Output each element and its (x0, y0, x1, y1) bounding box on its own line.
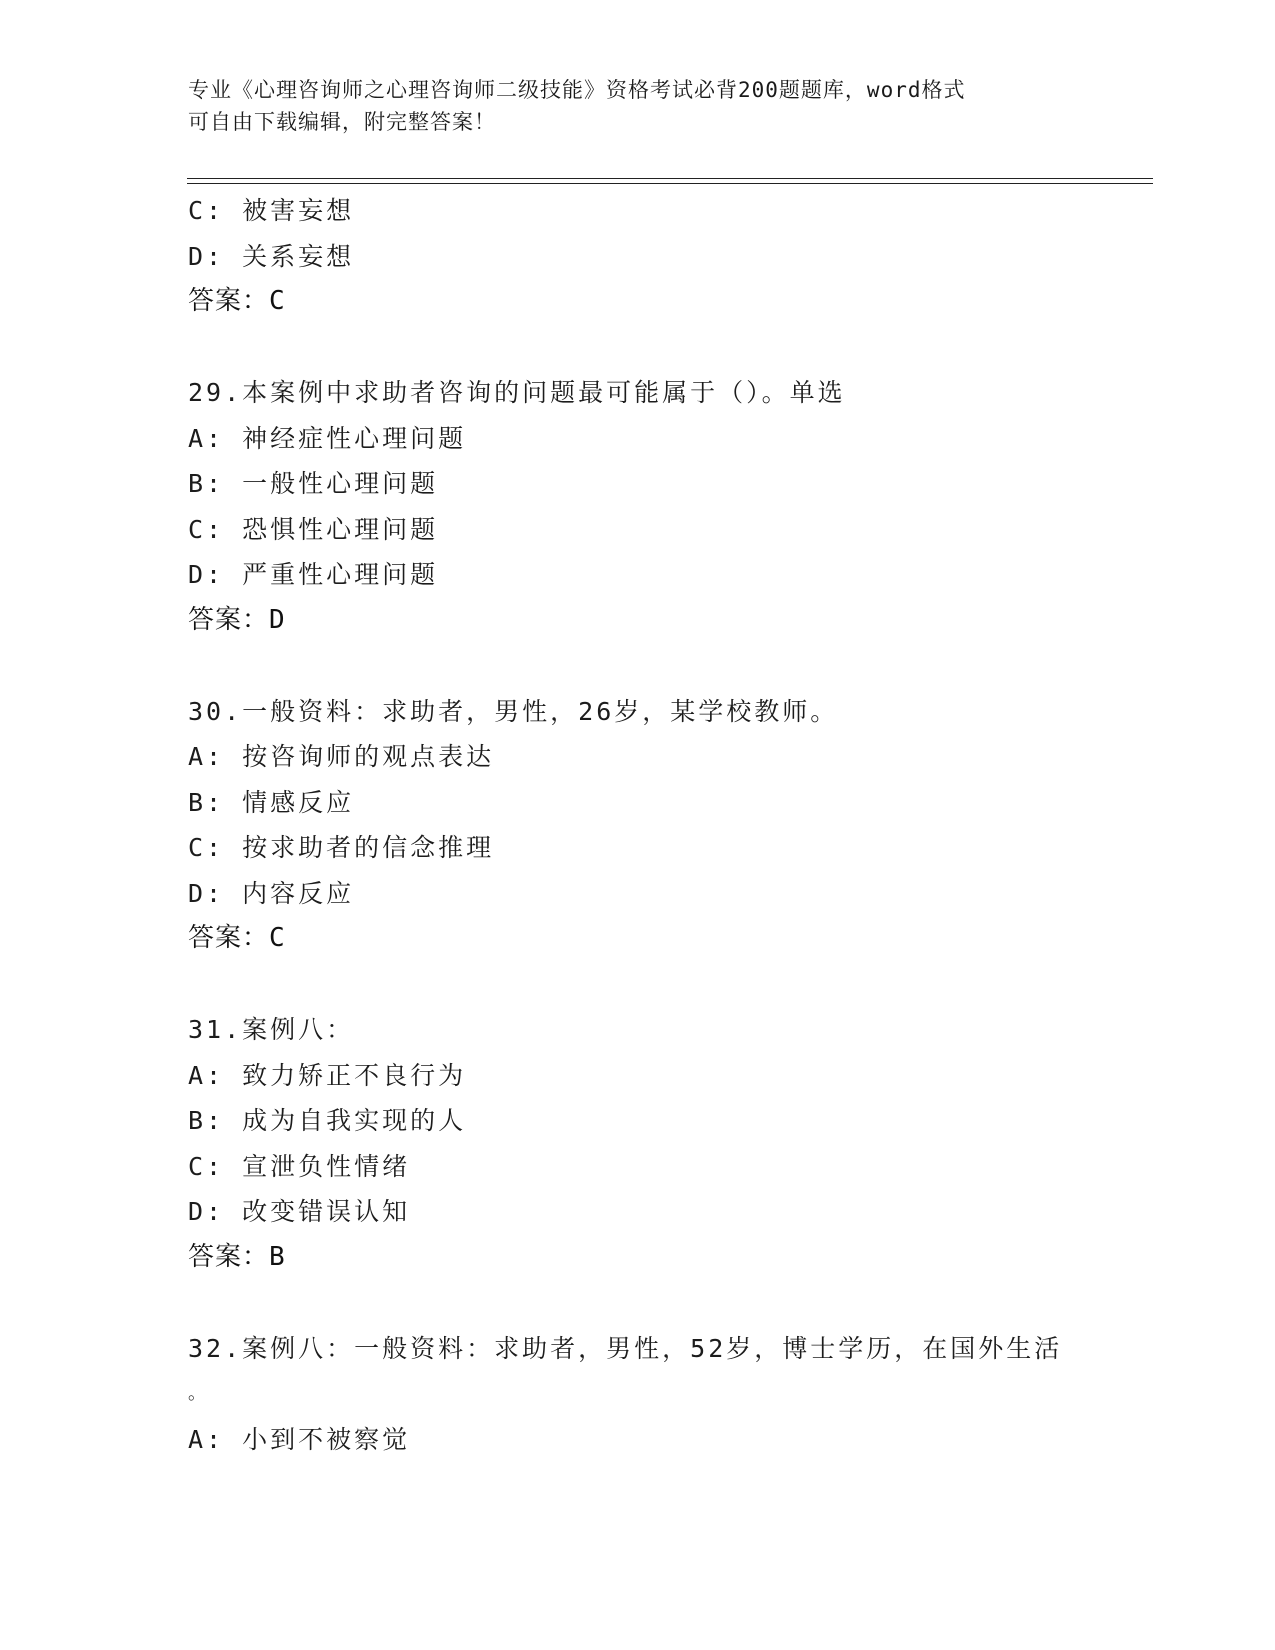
question-block-30 (188, 689, 1108, 962)
question-list (188, 188, 1108, 1462)
spacer (188, 1280, 1108, 1326)
question-block-29 (188, 370, 1108, 643)
answer-line: 答案：C (188, 923, 286, 953)
option-c: C: 恐惧性心理问题 (188, 514, 439, 544)
header-line-2: 可自由下载编辑，附完整答案！ (188, 110, 496, 134)
answer-line: 答案：B (188, 1241, 286, 1272)
question-stem: 29.本案例中求助者咨询的问题最可能属于（）。单选 (188, 378, 846, 407)
option-a: A: 神经症性心理问题 (188, 423, 467, 453)
option-b: B: 成为自我实现的人 (188, 1106, 467, 1135)
option-b: B: 情感反应 (188, 787, 355, 817)
question-stem: 32.案例八：一般资料：求助者，男性，52岁，博士学历，在国外生活 (188, 1333, 1063, 1363)
question-stem: 30.一般资料：求助者，男性，26岁，某学校教师。 (188, 696, 839, 726)
header-line-1: 专业《心理咨询师之心理咨询师二级技能》资格考试必背200题题库，word格式 (188, 78, 966, 102)
option-d: D: 改变错误认知 (188, 1197, 411, 1226)
option-c: C: 被害妄想 (188, 196, 355, 225)
option-a: A: 致力矫正不良行为 (188, 1060, 467, 1090)
header-divider-bottom (187, 183, 1153, 184)
option-d: D: 严重性心理问题 (188, 560, 439, 589)
document-header (188, 74, 1088, 138)
option-c: C: 按求助者的信念推理 (188, 833, 495, 862)
question-stem-continuation: 。 (188, 1383, 209, 1404)
question-block-31 (188, 1007, 1108, 1280)
option-d: D: 内容反应 (188, 878, 355, 908)
spacer (188, 643, 1108, 689)
answer-line: 答案：D (188, 604, 286, 635)
spacer (188, 962, 1108, 1008)
option-a: A: 按咨询师的观点表达 (188, 742, 495, 771)
question-stem: 31.案例八： (188, 1015, 355, 1044)
spacer (188, 325, 1108, 371)
option-c: C: 宣泄负性情绪 (188, 1151, 411, 1181)
question-block-32 (188, 1326, 1108, 1463)
option-d: D: 关系妄想 (188, 241, 355, 271)
header-divider-top (187, 178, 1153, 179)
option-a: A: 小到不被察觉 (188, 1424, 411, 1454)
answer-line: 答案：C (188, 286, 286, 316)
option-b: B: 一般性心理问题 (188, 469, 439, 498)
